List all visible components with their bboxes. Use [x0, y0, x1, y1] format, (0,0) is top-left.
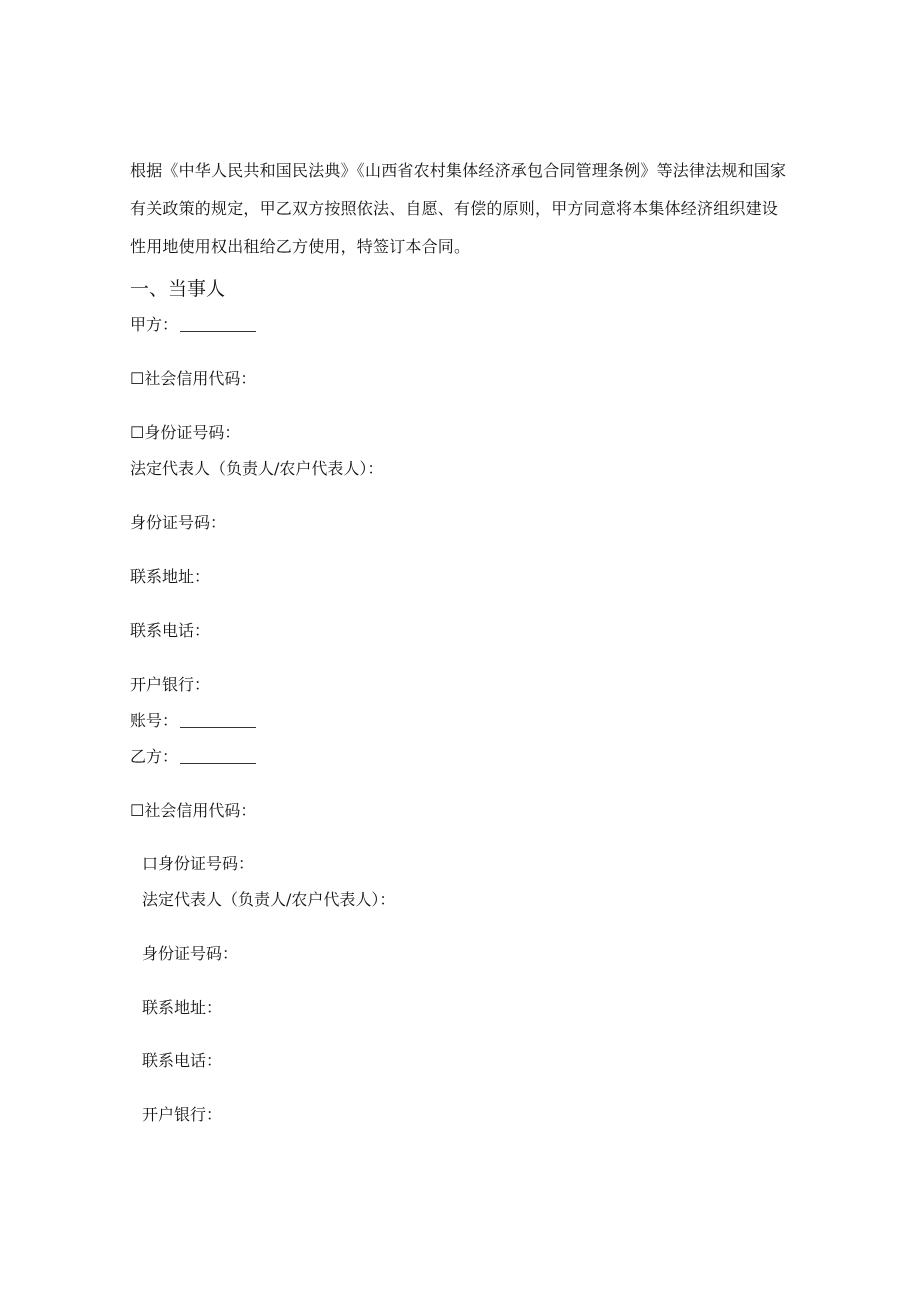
party-b-credit-code: ☐社会信用代码： — [130, 801, 257, 820]
party-b-address: 联系地址： — [142, 998, 223, 1017]
party-a-account-line — [130, 710, 256, 732]
party-b-legal-rep: 法定代表人（负责人/农户代表人）： — [142, 890, 396, 909]
party-a-label: 甲方： — [130, 315, 179, 334]
section-heading-parties: 一、当事人 — [130, 278, 226, 300]
party-a-legal-rep: 法定代表人（负责人/农户代表人）： — [130, 459, 384, 478]
party-b-id-number-check: 口身份证号码： — [142, 854, 255, 873]
party-a-phone: 联系电话： — [130, 621, 211, 640]
party-a-bank: 开户银行： — [130, 675, 211, 694]
party-b-phone: 联系电话： — [142, 1051, 223, 1070]
party-a-id-number-check: ☐身份证号码： — [130, 423, 241, 442]
party-a-line — [130, 314, 256, 336]
party-b-bank: 开户银行： — [142, 1105, 223, 1124]
party-b-blank[interactable] — [180, 747, 256, 764]
party-b-line — [130, 746, 256, 768]
party-a-address: 联系地址： — [130, 567, 211, 586]
intro-paragraph: 根据《中华人民共和国民法典》《山西省农村集体经济承包合同管理条例》等法律法规和国家有关政策的规定，甲乙双方按照依法、自愿、有偿的原则，甲方同意将本集体经济组织建设性用地使用权出租给乙方使用，特签订本合同。 — [130, 161, 787, 256]
party-a-account-label: 账号： — [130, 711, 179, 730]
party-a-id-number: 身份证号码： — [130, 513, 227, 532]
party-a-account-blank[interactable] — [180, 711, 256, 728]
party-b-label: 乙方： — [130, 747, 179, 766]
party-a-blank[interactable] — [180, 315, 256, 332]
party-b-id-number: 身份证号码： — [142, 944, 239, 963]
party-a-credit-code: ☐社会信用代码： — [130, 369, 257, 388]
